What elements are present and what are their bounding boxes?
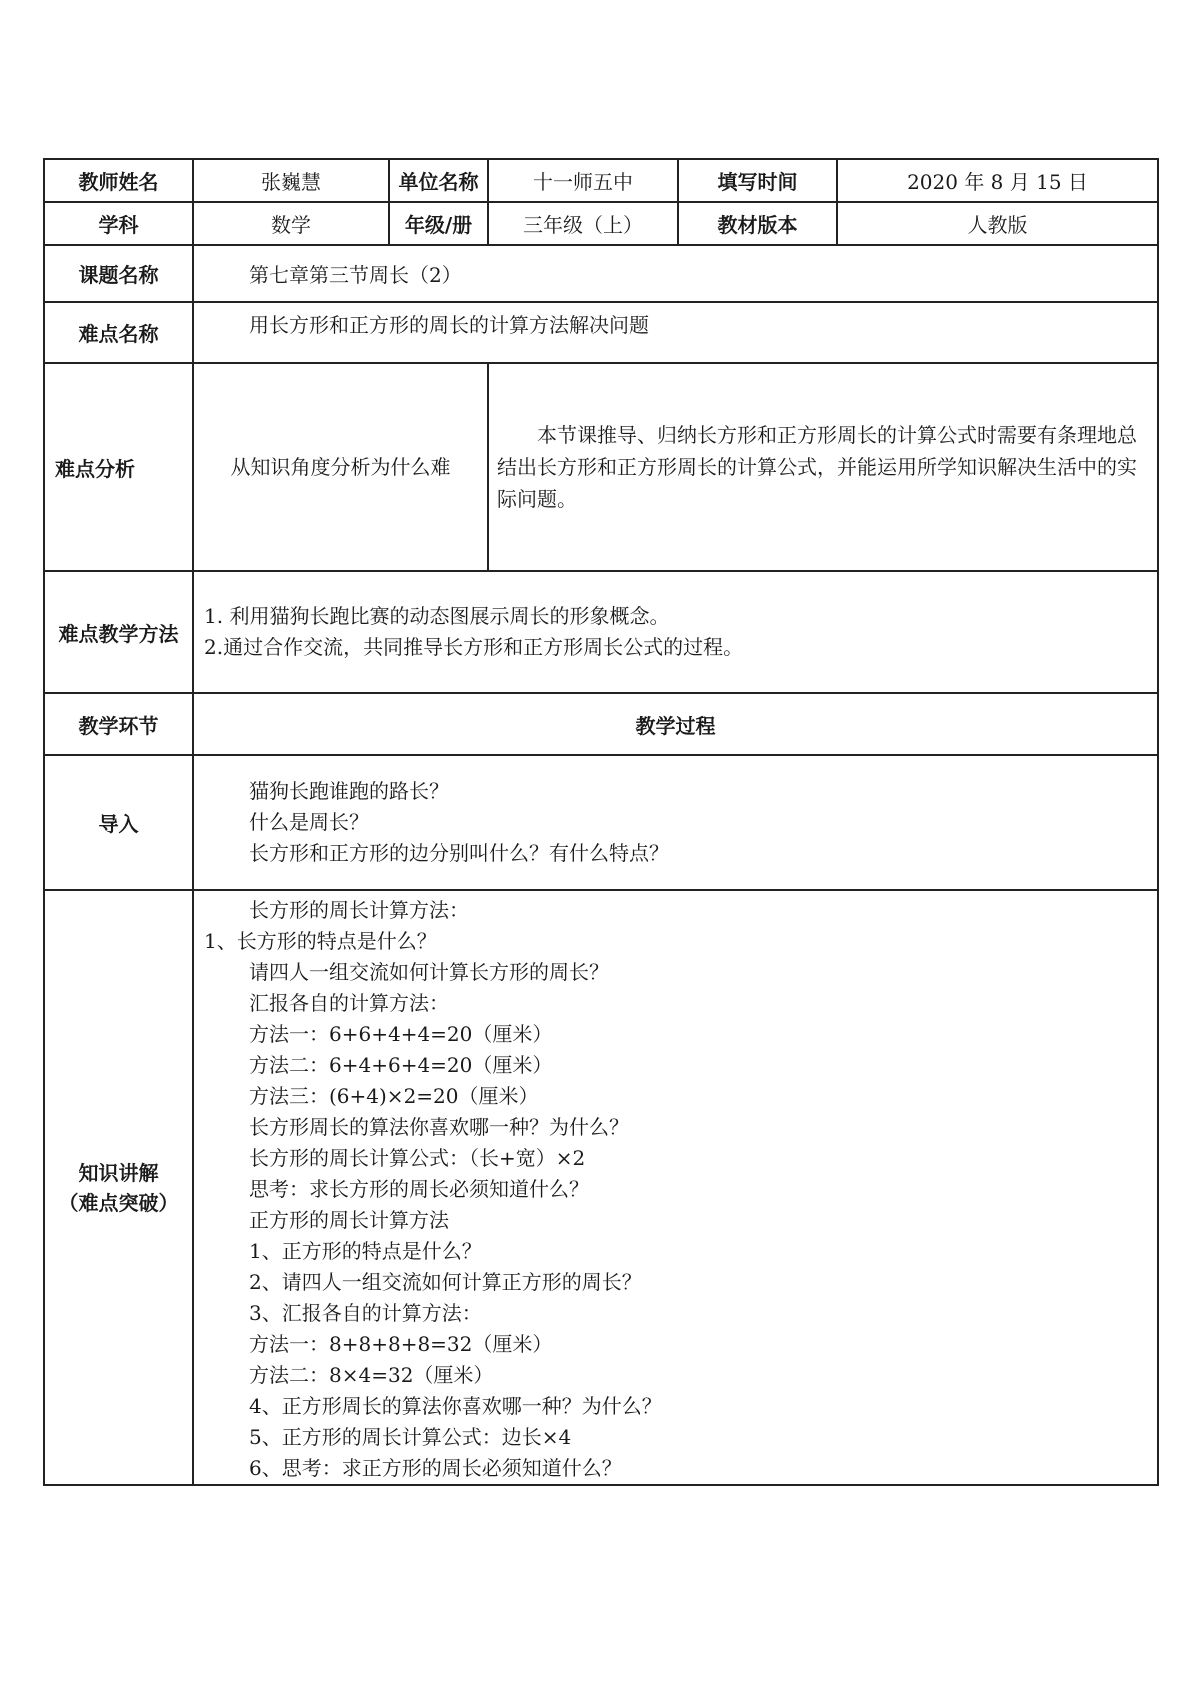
process-header-value: 教学过程 <box>193 693 1158 755</box>
date-value: 2020 年 8 月 15 日 <box>837 159 1158 202</box>
grade-label: 年级/册 <box>389 202 488 245</box>
difficulty-label: 难点名称 <box>44 302 193 363</box>
knowledge-label-line2: （难点突破） <box>58 1190 179 1215</box>
knowledge-line: 正方形的周长计算方法 <box>249 1208 449 1232</box>
topic-value: 第七章第三节周长（2） <box>193 245 1158 302</box>
knowledge-line: 方法二：8×4=32（厘米） <box>249 1363 494 1387</box>
process-header-label: 教学环节 <box>44 693 193 755</box>
knowledge-line: 请四人一组交流如何计算长方形的周长？ <box>249 960 609 984</box>
topic-label: 课题名称 <box>44 245 193 302</box>
intro-label: 导入 <box>44 755 193 890</box>
method-line: 1. 利用猫狗长跑比赛的动态图展示周长的形象概念。 <box>204 604 670 628</box>
knowledge-line: 方法三：(6+4)×2=20（厘米） <box>249 1084 539 1108</box>
method-line: 2.通过合作交流，共同推导长方形和正方形周长公式的过程。 <box>204 635 744 659</box>
knowledge-line: 长方形周长的算法你喜欢哪一种？为什么？ <box>249 1115 629 1139</box>
analysis-label: 难点分析 <box>44 363 193 571</box>
intro-line: 猫狗长跑谁跑的路长？ <box>249 779 449 803</box>
teacher-label: 教师姓名 <box>44 159 193 202</box>
lesson-plan-table <box>43 158 1159 1486</box>
knowledge-line: 方法一：6+6+4+4=20（厘米） <box>249 1022 553 1046</box>
knowledge-line: 思考：求长方形的周长必须知道什么？ <box>249 1177 589 1201</box>
edition-value: 人教版 <box>837 202 1158 245</box>
knowledge-line: 方法二：6+4+6+4=20（厘米） <box>249 1053 553 1077</box>
method-lines <box>193 571 1158 693</box>
analysis-text: 本节课推导、归纳长方形和正方形周长的计算公式时需要有条理地总结出长方形和正方形周长的计算公式，并能运用所学知识解决生活中的实际问题。 <box>488 363 1158 571</box>
unit-value: 十一师五中 <box>488 159 678 202</box>
knowledge-line: 汇报各自的计算方法： <box>249 991 449 1015</box>
knowledge-label-line1: 知识讲解 <box>78 1160 159 1185</box>
subject-value: 数学 <box>193 202 389 245</box>
knowledge-line: 4、正方形周长的算法你喜欢哪一种？为什么？ <box>249 1394 662 1418</box>
edition-label: 教材版本 <box>678 202 837 245</box>
knowledge-line: 长方形的周长计算方法： <box>249 898 469 922</box>
knowledge-line: 方法一：8+8+8+8=32（厘米） <box>249 1332 553 1356</box>
analysis-sub-label: 从知识角度分析为什么难 <box>193 363 488 571</box>
difficulty-value: 用长方形和正方形的周长的计算方法解决问题 <box>193 302 1158 363</box>
knowledge-label <box>44 890 193 1485</box>
grade-value: 三年级（上） <box>488 202 678 245</box>
knowledge-line: 2、请四人一组交流如何计算正方形的周长？ <box>249 1270 642 1294</box>
knowledge-line: 1、长方形的特点是什么？ <box>204 929 437 953</box>
knowledge-line: 6、思考：求正方形的周长必须知道什么？ <box>249 1456 622 1480</box>
knowledge-line: 长方形的周长计算公式：（长+宽）×2 <box>249 1146 586 1170</box>
knowledge-line: 1、正方形的特点是什么？ <box>249 1239 482 1263</box>
knowledge-line: 3、汇报各自的计算方法： <box>249 1301 482 1325</box>
unit-label: 单位名称 <box>389 159 488 202</box>
method-label: 难点教学方法 <box>44 571 193 693</box>
teacher-value: 张巍慧 <box>193 159 389 202</box>
date-label: 填写时间 <box>678 159 837 202</box>
lesson-plan-sheet <box>43 158 1157 1486</box>
intro-line: 什么是周长？ <box>249 810 369 834</box>
knowledge-line: 5、正方形的周长计算公式：边长×4 <box>249 1425 572 1449</box>
subject-label: 学科 <box>44 202 193 245</box>
intro-lines <box>193 755 1158 890</box>
knowledge-lines <box>193 890 1158 1485</box>
intro-line: 长方形和正方形的边分别叫什么？有什么特点？ <box>249 841 669 865</box>
